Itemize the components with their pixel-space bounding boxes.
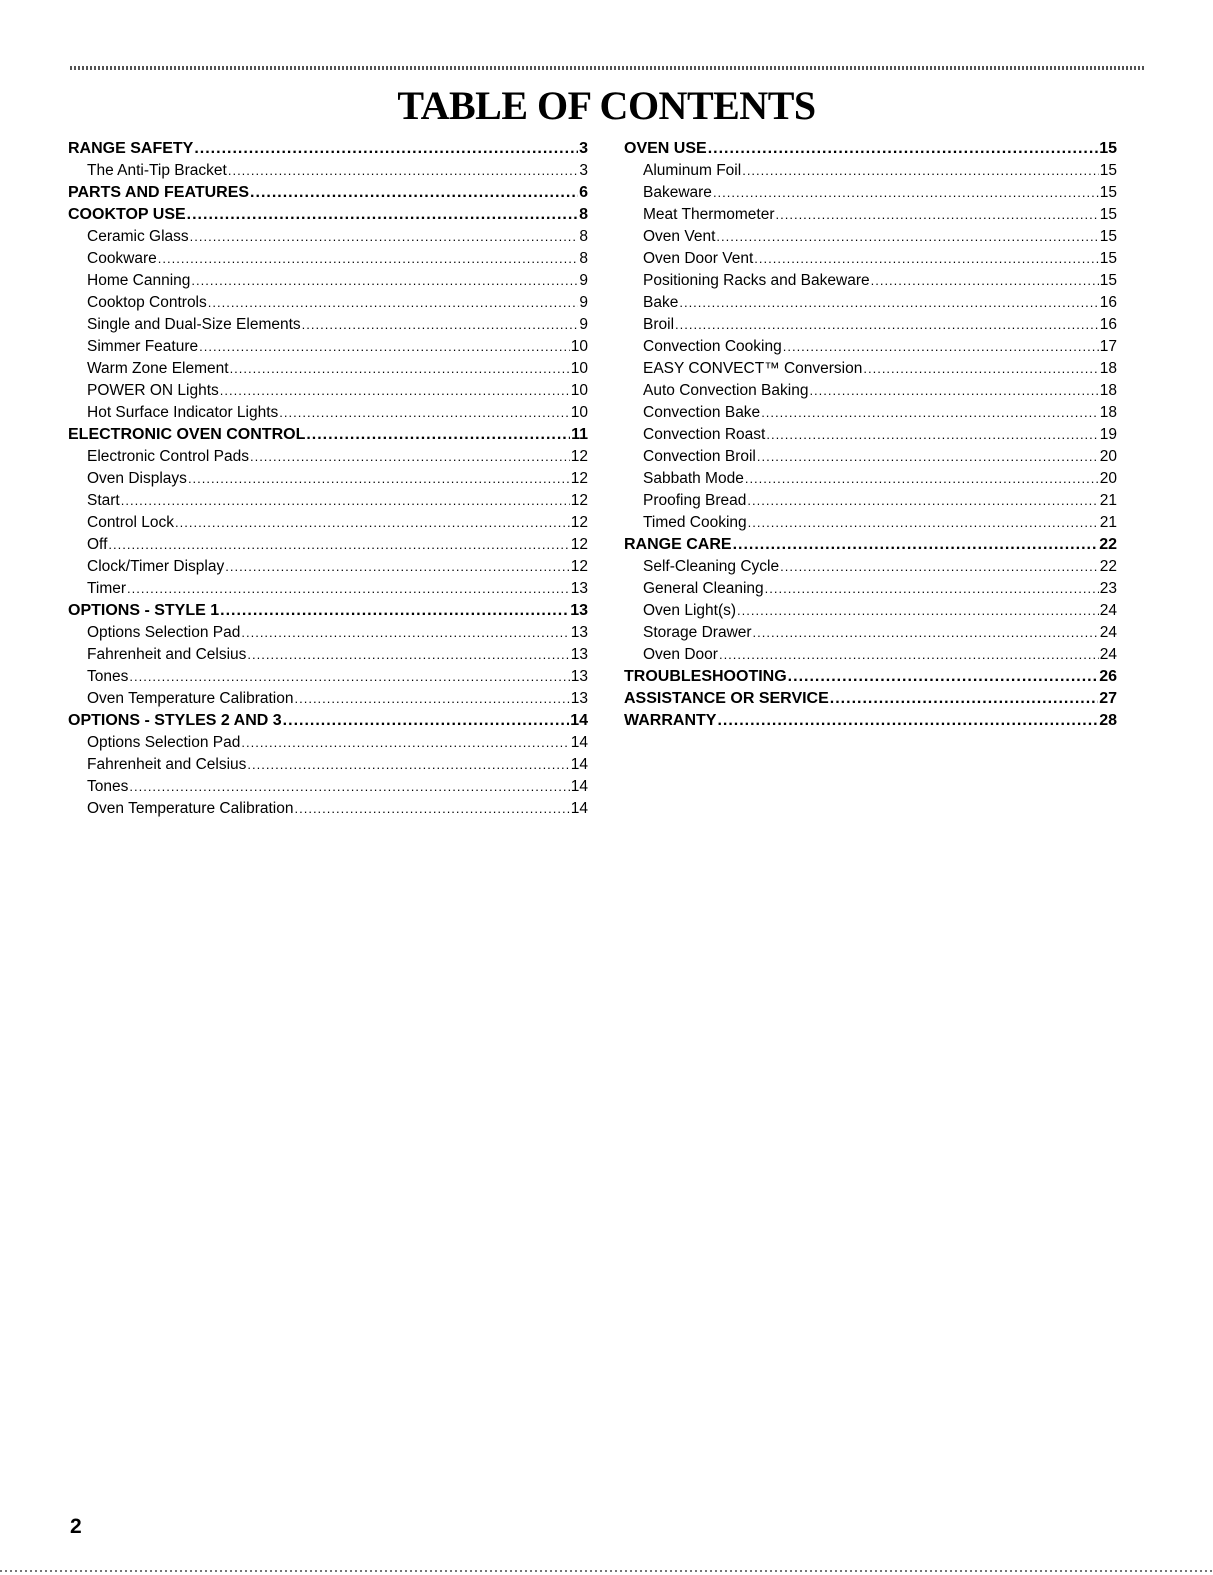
toc-subsection-entry[interactable] xyxy=(624,578,1117,600)
toc-dot-leader xyxy=(745,468,1099,490)
toc-entry-page: 10 xyxy=(570,360,588,377)
toc-subsection-entry[interactable] xyxy=(624,512,1117,534)
toc-dot-leader xyxy=(863,358,1098,380)
toc-subsection-entry[interactable] xyxy=(68,358,588,380)
top-dotted-rule xyxy=(70,66,1145,70)
toc-subsection-entry[interactable] xyxy=(68,292,588,314)
toc-entry-page: 27 xyxy=(1099,690,1117,707)
toc-entry-label: Cookware xyxy=(87,250,157,267)
toc-entry-page: 26 xyxy=(1099,668,1117,685)
toc-entry-page: 21 xyxy=(1099,514,1117,531)
toc-entry-page: 3 xyxy=(579,162,588,179)
toc-entry-label: The Anti-Tip Bracket xyxy=(87,162,227,179)
toc-subsection-entry[interactable] xyxy=(624,446,1117,468)
toc-entry-label: Home Canning xyxy=(87,272,191,289)
toc-subsection-entry[interactable] xyxy=(624,402,1117,424)
toc-section-entry[interactable] xyxy=(68,204,588,226)
toc-dot-leader xyxy=(780,556,1099,578)
toc-entry-page: 15 xyxy=(1099,206,1117,223)
toc-right-column xyxy=(624,138,1117,732)
toc-dot-leader xyxy=(129,666,569,688)
toc-entry-label: OPTIONS - STYLE 1 xyxy=(68,602,220,619)
toc-entry-page: 12 xyxy=(570,492,588,509)
toc-entry-page: 14 xyxy=(570,756,588,773)
toc-entry-label: WARRANTY xyxy=(624,712,717,729)
toc-subsection-entry[interactable] xyxy=(624,314,1117,336)
toc-entry-label: Aluminum Foil xyxy=(643,162,742,179)
toc-entry-label: RANGE CARE xyxy=(624,536,732,553)
toc-dot-leader xyxy=(306,424,570,446)
toc-dot-leader xyxy=(191,270,578,292)
toc-dot-leader xyxy=(199,336,570,358)
toc-entry-label: Self-Cleaning Cycle xyxy=(643,558,780,575)
toc-dot-leader xyxy=(766,424,1098,446)
toc-subsection-entry[interactable] xyxy=(624,204,1117,226)
toc-subsection-entry[interactable] xyxy=(68,468,588,490)
toc-subsection-entry[interactable] xyxy=(624,380,1117,402)
toc-entry-label: Timer xyxy=(87,580,127,597)
toc-entry-label: Sabbath Mode xyxy=(643,470,744,487)
toc-dot-leader xyxy=(187,204,578,226)
toc-entry-label: PARTS AND FEATURES xyxy=(68,184,250,201)
toc-dot-leader xyxy=(737,600,1099,622)
toc-entry-page: 13 xyxy=(570,690,588,707)
toc-dot-leader xyxy=(230,358,570,380)
toc-entry-page: 15 xyxy=(1099,184,1117,201)
toc-entry-page: 18 xyxy=(1099,360,1117,377)
toc-entry-label: COOKTOP USE xyxy=(68,206,186,223)
toc-entry-label: Off xyxy=(87,536,108,553)
toc-entry-label: ELECTRONIC OVEN CONTROL xyxy=(68,426,306,443)
toc-subsection-entry[interactable] xyxy=(68,732,588,754)
toc-dot-leader xyxy=(675,314,1099,336)
toc-entry-label: Oven Temperature Calibration xyxy=(87,800,294,817)
toc-dot-leader xyxy=(247,644,569,666)
toc-subsection-entry[interactable] xyxy=(624,622,1117,644)
toc-dot-leader xyxy=(228,160,579,182)
toc-entry-label: EASY CONVECT™ Conversion xyxy=(643,360,863,377)
toc-subsection-entry[interactable] xyxy=(68,688,588,710)
toc-subsection-entry[interactable] xyxy=(624,248,1117,270)
toc-subsection-entry[interactable] xyxy=(624,644,1117,666)
toc-subsection-entry[interactable] xyxy=(624,336,1117,358)
toc-dot-leader xyxy=(295,688,570,710)
toc-entry-page: 12 xyxy=(570,448,588,465)
toc-entry-label: Broil xyxy=(643,316,675,333)
toc-subsection-entry[interactable] xyxy=(624,226,1117,248)
toc-entry-page: 12 xyxy=(570,514,588,531)
toc-entry-label: Start xyxy=(87,492,120,509)
toc-dot-leader xyxy=(127,578,570,600)
toc-entry-page: 19 xyxy=(1099,426,1117,443)
toc-subsection-entry[interactable] xyxy=(624,556,1117,578)
toc-dot-leader xyxy=(713,182,1099,204)
toc-entry-page: 22 xyxy=(1099,558,1117,575)
toc-entry-page: 16 xyxy=(1099,294,1117,311)
toc-dot-leader xyxy=(158,248,579,270)
page-number: 2 xyxy=(70,1515,82,1538)
toc-entry-label: Options Selection Pad xyxy=(87,734,241,751)
toc-dot-leader xyxy=(175,512,570,534)
toc-entry-page: 10 xyxy=(570,404,588,421)
toc-dot-leader xyxy=(716,226,1098,248)
toc-entry-page: 9 xyxy=(579,294,588,311)
toc-subsection-entry[interactable] xyxy=(68,402,588,424)
toc-subsection-entry[interactable] xyxy=(624,160,1117,182)
toc-section-entry[interactable] xyxy=(68,600,588,622)
toc-entry-page: 8 xyxy=(579,206,588,223)
toc-entry-page: 28 xyxy=(1099,712,1117,729)
toc-entry-label: Timed Cooking xyxy=(643,514,747,531)
toc-dot-leader xyxy=(108,534,569,556)
toc-entry-label: Single and Dual-Size Elements xyxy=(87,316,301,333)
toc-entry-page: 13 xyxy=(570,668,588,685)
toc-entry-page: 15 xyxy=(1099,250,1117,267)
toc-entry-label: Electronic Control Pads xyxy=(87,448,249,465)
toc-dot-leader xyxy=(188,468,570,490)
toc-subsection-entry[interactable] xyxy=(624,468,1117,490)
toc-entry-page: 24 xyxy=(1099,602,1117,619)
toc-entry-label: Options Selection Pad xyxy=(87,624,241,641)
toc-dot-leader xyxy=(250,182,578,204)
toc-entry-page: 13 xyxy=(570,646,588,663)
toc-dot-leader xyxy=(765,578,1099,600)
toc-section-entry[interactable] xyxy=(624,666,1117,688)
toc-dot-leader xyxy=(121,490,570,512)
toc-dot-leader xyxy=(220,600,569,622)
toc-entry-page: 23 xyxy=(1099,580,1117,597)
toc-entry-label: Convection Roast xyxy=(643,426,766,443)
toc-entry-page: 9 xyxy=(579,316,588,333)
toc-dot-leader xyxy=(753,622,1099,644)
toc-entry-page: 8 xyxy=(579,250,588,267)
toc-subsection-entry[interactable] xyxy=(624,292,1117,314)
toc-entry-page: 9 xyxy=(579,272,588,289)
toc-entry-label: Fahrenheit and Celsius xyxy=(87,756,247,773)
toc-entry-label: POWER ON Lights xyxy=(87,382,219,399)
toc-subsection-entry[interactable] xyxy=(624,600,1117,622)
toc-dot-leader xyxy=(220,380,570,402)
toc-entry-page: 17 xyxy=(1099,338,1117,355)
toc-entry-page: 8 xyxy=(579,228,588,245)
toc-entry-page: 15 xyxy=(1099,140,1117,157)
toc-entry-page: 6 xyxy=(579,184,588,201)
toc-dot-leader xyxy=(708,138,1099,160)
toc-dot-leader xyxy=(247,754,569,776)
toc-subsection-entry[interactable] xyxy=(68,666,588,688)
toc-dot-leader xyxy=(788,666,1099,688)
toc-entry-label: Ceramic Glass xyxy=(87,228,189,245)
toc-section-entry[interactable] xyxy=(68,424,588,446)
toc-entry-page: 18 xyxy=(1099,404,1117,421)
toc-subsection-entry[interactable] xyxy=(68,556,588,578)
toc-subsection-entry[interactable] xyxy=(624,358,1117,380)
toc-subsection-entry[interactable] xyxy=(68,512,588,534)
toc-entry-page: 13 xyxy=(570,580,588,597)
toc-dot-leader xyxy=(295,798,570,820)
toc-entry-page: 13 xyxy=(570,624,588,641)
toc-left-column xyxy=(68,138,588,820)
toc-entry-page: 15 xyxy=(1099,272,1117,289)
toc-dot-leader xyxy=(809,380,1098,402)
toc-entry-page: 14 xyxy=(570,778,588,795)
toc-dot-leader xyxy=(302,314,579,336)
bottom-dotted-rule xyxy=(0,1570,1213,1572)
toc-entry-label: Tones xyxy=(87,778,129,795)
toc-dot-leader xyxy=(225,556,570,578)
toc-section-entry[interactable] xyxy=(624,534,1117,556)
toc-section-entry[interactable] xyxy=(624,138,1117,160)
toc-entry-page: 12 xyxy=(570,536,588,553)
toc-dot-leader xyxy=(783,336,1099,358)
toc-dot-leader xyxy=(129,776,569,798)
toc-entry-page: 18 xyxy=(1099,382,1117,399)
toc-entry-page: 20 xyxy=(1099,448,1117,465)
toc-subsection-entry[interactable] xyxy=(68,578,588,600)
toc-dot-leader xyxy=(830,688,1098,710)
toc-section-entry[interactable] xyxy=(624,688,1117,710)
toc-entry-page: 12 xyxy=(570,558,588,575)
toc-entry-page: 3 xyxy=(579,140,588,157)
toc-entry-label: Warm Zone Element xyxy=(87,360,229,377)
toc-entry-page: 24 xyxy=(1099,624,1117,641)
toc-entry-label: Cooktop Controls xyxy=(87,294,207,311)
toc-entry-label: Oven Door xyxy=(643,646,718,663)
toc-dot-leader xyxy=(250,446,570,468)
toc-entry-page: 15 xyxy=(1099,162,1117,179)
toc-dot-leader xyxy=(761,402,1099,424)
toc-subsection-entry[interactable] xyxy=(68,226,588,248)
toc-entry-label: Storage Drawer xyxy=(643,624,752,641)
toc-subsection-entry[interactable] xyxy=(68,446,588,468)
toc-entry-label: Convection Bake xyxy=(643,404,761,421)
toc-entry-label: Control Lock xyxy=(87,514,175,531)
toc-entry-label: Oven Temperature Calibration xyxy=(87,690,294,707)
toc-entry-label: Oven Door Vent xyxy=(643,250,754,267)
toc-entry-label: TROUBLESHOOTING xyxy=(624,668,787,685)
toc-dot-leader xyxy=(241,622,569,644)
toc-entry-label: Positioning Racks and Bakeware xyxy=(643,272,870,289)
toc-entry-page: 12 xyxy=(570,470,588,487)
toc-subsection-entry[interactable] xyxy=(68,336,588,358)
toc-dot-leader xyxy=(748,512,1099,534)
toc-entry-label: Convection Cooking xyxy=(643,338,782,355)
toc-dot-leader xyxy=(208,292,579,314)
toc-subsection-entry[interactable] xyxy=(68,622,588,644)
toc-dot-leader xyxy=(679,292,1098,314)
toc-dot-leader xyxy=(717,710,1098,732)
toc-entry-page: 20 xyxy=(1099,470,1117,487)
toc-subsection-entry[interactable] xyxy=(68,754,588,776)
toc-dot-leader xyxy=(733,534,1099,556)
toc-subsection-entry[interactable] xyxy=(68,534,588,556)
toc-subsection-entry[interactable] xyxy=(68,248,588,270)
toc-subsection-entry[interactable] xyxy=(624,490,1117,512)
toc-entry-label: ASSISTANCE OR SERVICE xyxy=(624,690,829,707)
toc-dot-leader xyxy=(754,248,1098,270)
toc-entry-label: Auto Convection Baking xyxy=(643,382,809,399)
toc-section-entry[interactable] xyxy=(624,710,1117,732)
toc-section-entry[interactable] xyxy=(68,138,588,160)
toc-entry-label: OPTIONS - STYLES 2 AND 3 xyxy=(68,712,282,729)
toc-subsection-entry[interactable] xyxy=(624,424,1117,446)
toc-entry-label: General Cleaning xyxy=(643,580,764,597)
toc-dot-leader xyxy=(871,270,1099,292)
toc-entry-page: 11 xyxy=(571,426,588,443)
toc-section-entry[interactable] xyxy=(68,182,588,204)
toc-entry-page: 14 xyxy=(570,800,588,817)
toc-entry-label: OVEN USE xyxy=(624,140,707,157)
toc-subsection-entry[interactable] xyxy=(68,776,588,798)
toc-section-entry[interactable] xyxy=(68,710,588,732)
toc-dot-leader xyxy=(241,732,569,754)
toc-entry-label: Hot Surface Indicator Lights xyxy=(87,404,279,421)
toc-entry-label: Oven Vent xyxy=(643,228,716,245)
toc-entry-page: 24 xyxy=(1099,646,1117,663)
toc-subsection-entry[interactable] xyxy=(68,270,588,292)
toc-dot-leader xyxy=(757,446,1099,468)
toc-dot-leader xyxy=(190,226,579,248)
toc-entry-label: Bake xyxy=(643,294,679,311)
toc-entry-label: Proofing Bread xyxy=(643,492,747,509)
toc-entry-page: 21 xyxy=(1099,492,1117,509)
toc-entry-page: 16 xyxy=(1099,316,1117,333)
toc-entry-page: 15 xyxy=(1099,228,1117,245)
toc-entry-label: RANGE SAFETY xyxy=(68,140,194,157)
toc-entry-label: Oven Displays xyxy=(87,470,187,487)
toc-entry-page: 22 xyxy=(1099,536,1117,553)
toc-entry-label: Meat Thermometer xyxy=(643,206,775,223)
toc-dot-leader xyxy=(194,138,578,160)
toc-entry-page: 10 xyxy=(570,382,588,399)
toc-dot-leader xyxy=(747,490,1098,512)
toc-subsection-entry[interactable] xyxy=(624,270,1117,292)
toc-dot-leader xyxy=(742,160,1099,182)
toc-dot-leader xyxy=(776,204,1099,226)
toc-entry-page: 14 xyxy=(570,734,588,751)
toc-subsection-entry[interactable] xyxy=(68,160,588,182)
page-title: TABLE OF CONTENTS xyxy=(397,83,816,128)
toc-entry-label: Bakeware xyxy=(643,184,712,201)
toc-entry-label: Oven Light(s) xyxy=(643,602,737,619)
toc-entry-page: 14 xyxy=(570,712,588,729)
toc-subsection-entry[interactable] xyxy=(624,182,1117,204)
toc-entry-label: Clock/Timer Display xyxy=(87,558,225,575)
toc-entry-label: Tones xyxy=(87,668,129,685)
toc-entry-label: Convection Broil xyxy=(643,448,756,465)
toc-subsection-entry[interactable] xyxy=(68,314,588,336)
toc-dot-leader xyxy=(283,710,570,732)
toc-entry-page: 10 xyxy=(570,338,588,355)
toc-subsection-entry[interactable] xyxy=(68,644,588,666)
toc-dot-leader xyxy=(279,402,569,424)
toc-entry-label: Fahrenheit and Celsius xyxy=(87,646,247,663)
toc-subsection-entry[interactable] xyxy=(68,380,588,402)
toc-subsection-entry[interactable] xyxy=(68,490,588,512)
toc-entry-label: Simmer Feature xyxy=(87,338,199,355)
toc-dot-leader xyxy=(719,644,1099,666)
toc-subsection-entry[interactable] xyxy=(68,798,588,820)
toc-entry-page: 13 xyxy=(570,602,588,619)
